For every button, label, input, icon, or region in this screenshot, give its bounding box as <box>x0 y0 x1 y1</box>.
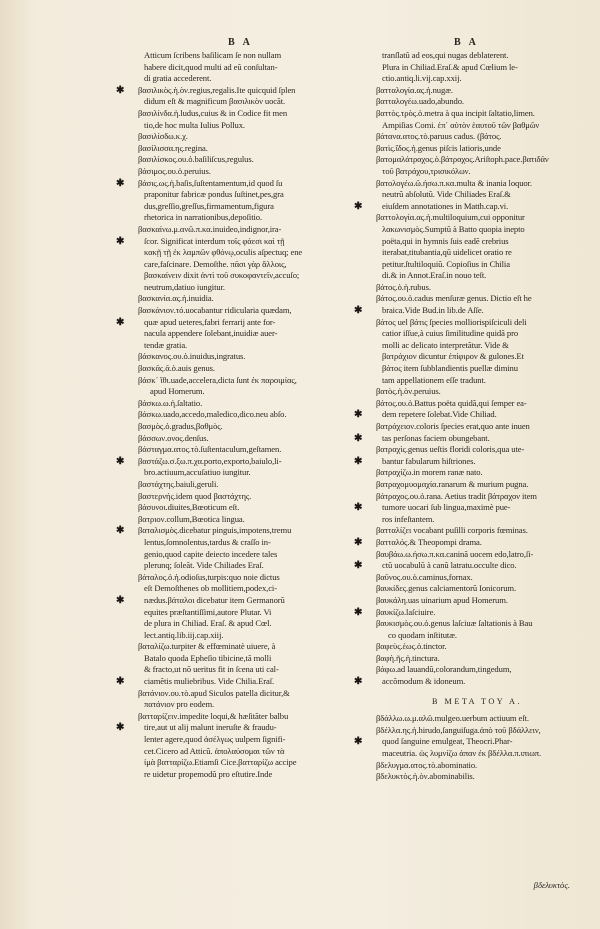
text-line <box>138 166 338 178</box>
right-column <box>354 50 578 783</box>
line-text: accõmodum & idoneum. <box>382 676 466 687</box>
line-text: habere dicit,quod multi ad eũ conſultan- <box>144 61 278 72</box>
catchword: βδελυκτὸς. <box>533 880 570 890</box>
text-line <box>376 771 578 783</box>
text-line <box>376 154 578 166</box>
line-text: tumore uocari ſub lingua,maximè pue- <box>382 502 511 513</box>
line-text: maceutria. ὡς λυμνίζω ἀπαν ἐκ βδέλλα.π.ιπιωπ. <box>382 748 542 759</box>
text-line <box>138 212 338 224</box>
line-text: care,faſcinare. Demoſthe. πᾶσι γὰρ ἄλλοις, <box>144 258 287 269</box>
line-text: βδελυκτὸς.ἡ.ὸν.abominabilis. <box>376 771 475 782</box>
text-line <box>354 200 578 213</box>
line-text: braica.Vide Bud.in lib.de Aſſe. <box>382 305 484 316</box>
text-line <box>376 189 578 201</box>
asterisk-marker-icon: ✱ <box>354 606 363 618</box>
line-text: βδελυγμα.ατος.τὸ.abominatio. <box>376 759 478 770</box>
line-text: βασκαίνω.μ.ανῶ.π.κα.inuideo,indignor,ira- <box>138 223 282 234</box>
line-text: βατραχίζω.in morem ranæ nato. <box>376 467 483 478</box>
text-line <box>354 305 578 317</box>
text-line <box>376 375 578 387</box>
text-line <box>138 572 338 584</box>
text-line <box>138 305 338 317</box>
line-text: βάτος item ſubblandientis puellæ diminu <box>382 363 518 374</box>
line-text: poëta,qui in hymnis ſuis eadẽ crebrius <box>382 235 509 246</box>
text-line <box>354 560 578 572</box>
text-line <box>376 247 578 259</box>
text-line <box>376 340 578 352</box>
line-text: plerunq; ſoleãt. Vide Chiliades Eraſ. <box>144 560 264 571</box>
text-line <box>138 270 338 282</box>
line-text: βαταλίζω.turpiter & effœminatè uiuere, à <box>138 641 276 652</box>
text-line <box>376 467 578 479</box>
line-text: βάσκω.ω.ἡ.ſaltatio. <box>138 397 203 408</box>
text-line <box>138 688 338 700</box>
line-text: equites præſtantiſſimi,autore Plutar. Vi <box>144 606 272 617</box>
text-line <box>116 722 338 734</box>
line-text: βάταλος.ὁ.ἡ.odioſus,turpis:quo noie dictus <box>138 571 280 582</box>
text-line <box>138 479 338 491</box>
text-line <box>354 606 578 619</box>
text-line <box>138 421 338 433</box>
text-line <box>376 293 578 305</box>
text-line <box>138 201 338 213</box>
line-text: βαστερνής.idem quod βαστάχτης. <box>138 490 252 501</box>
line-text: tire,aut ut alij malunt ineruſte & fraudu- <box>144 722 277 733</box>
text-line <box>138 386 338 398</box>
asterisk-marker-icon: ✱ <box>354 455 363 467</box>
line-text: re uidetur propemodũ pro eſtutire.Inde <box>144 768 273 779</box>
line-text: βατταλός.& Theopompi drama. <box>376 536 482 547</box>
line-text: βάσις.ως.ἡ.baſis,ſuſtentamentum,id quod ſu <box>138 177 283 188</box>
line-text: Atticum ſcribens baſilicam ſe non nullam <box>144 50 282 60</box>
asterisk-marker-icon: ✱ <box>116 525 125 537</box>
text-line <box>138 363 338 375</box>
text-line <box>354 432 578 445</box>
line-text: bantur fabularum hiſtriones. <box>382 455 476 466</box>
line-text: βαυκίζω.laſciuire. <box>376 606 436 617</box>
line-text: βασκᾶς.ᾶ.ὁ.auis genus. <box>138 363 215 374</box>
line-text: βατὶς.ἴδος.ἡ.genus piſcis latioris,unde <box>376 142 501 153</box>
text-line <box>376 760 578 772</box>
line-text: iterabat,titubantia,qũ uidelicet oratio re <box>382 247 512 258</box>
text-line <box>116 235 338 248</box>
left-column <box>116 50 338 780</box>
text-line <box>376 479 578 491</box>
line-text: βαστάχτης.baiuli,geruli. <box>138 478 219 489</box>
line-text: βασιλίσδω.κ.χ. <box>138 131 188 142</box>
text-line <box>138 328 338 340</box>
text-line <box>376 50 578 62</box>
line-text: bro.actiuum,accuſatiuo iungitur. <box>144 467 251 478</box>
asterisk-marker-icon: ✱ <box>354 409 363 421</box>
line-text: βατταλογέω.uado,abundo. <box>376 96 464 107</box>
asterisk-marker-icon: ✱ <box>116 84 125 96</box>
line-text: βάτος.ου.ὁ.Battus poëta quidã,qui ſemper ea- <box>376 397 527 408</box>
line-text: βασιλίσκος.ου.ὁ.baſiliſcus,regulus. <box>138 154 254 165</box>
line-text: praponitur fabricæ pondus ſuſtinet,pes,gra <box>144 189 284 200</box>
line-text: tas perſonas faciem obungebant. <box>382 432 490 443</box>
line-text: βατταρίζειν.impedite loqui,& hæſitãter balbu <box>138 710 289 721</box>
text-line <box>138 746 338 758</box>
text-line <box>376 282 578 294</box>
line-text: βάσκ᾽ ἴθι.uade,accelera,dicta ſunt ἐκ παροιμίας, <box>138 374 297 385</box>
text-line <box>376 421 578 433</box>
text-line <box>138 375 338 387</box>
line-text: di gratia accederent. <box>144 73 212 84</box>
line-text: βάσσων.ονος.denſus. <box>138 432 209 443</box>
line-text: quæ apud ueteres,fabri ferrarij ante for- <box>144 316 276 327</box>
text-line <box>376 351 578 363</box>
line-text: βασκάνιον.τό.uocabantur ridicularia quædam, <box>138 305 292 316</box>
line-text: lect.antiq.lib.iij.cap.xiij. <box>144 629 224 640</box>
line-text: neutrũ abſolutũ. Vide Chiliades Eraſ.& <box>382 189 511 200</box>
line-text: βατάνιον.ου.τὸ.apud Siculos patella dicitur,& <box>138 687 290 698</box>
text-line <box>138 583 338 595</box>
line-text: βασίλισσα.ης.regina. <box>138 142 208 153</box>
asterisk-marker-icon: ✱ <box>116 455 125 467</box>
text-line <box>116 594 338 607</box>
line-text: βάτραχος.ου.ὁ.rana. Aetius tradit βάτραχον item <box>376 490 537 501</box>
line-text: βασκαίνειν dixit ἀντὶ τοῦ συκοφαντεῖν,accuſo; <box>144 270 300 281</box>
asterisk-marker-icon: ✱ <box>354 560 363 572</box>
line-text: βατράχειον.coloris ſpecies erat,quo ante inuen <box>376 421 530 431</box>
text-line <box>354 676 578 688</box>
asterisk-marker-icon: ✱ <box>116 722 125 734</box>
text-line <box>376 62 578 74</box>
text-line <box>354 409 578 421</box>
text-line <box>376 224 578 236</box>
line-text: nædus.βάταλοι dicebatur item Germanorũ <box>144 594 285 605</box>
asterisk-marker-icon: ✱ <box>354 305 363 317</box>
line-text: ſcor. Significat interdum τοῖς φάεσι καὶ τῇ <box>144 235 285 246</box>
line-text: Ampiſias Comi. ἐπ᾽ αὐτὸν ἑαυτοῦ τῶν βαθμῶν <box>382 119 540 130</box>
line-text: nacula appendere ſolebant,inuidiæ auer- <box>144 328 278 339</box>
text-line <box>376 363 578 375</box>
text-line <box>138 641 338 653</box>
line-text: tam appellationem eſſe tradunt. <box>382 374 486 385</box>
text-line <box>138 491 338 503</box>
line-text: rhetorica in narrationibus,depoſitio. <box>144 212 263 223</box>
line-text: dem repetere ſolebat.Vide Chiliad. <box>382 409 497 420</box>
line-text: βατριον.collum,Bœotica lingua. <box>138 513 245 524</box>
line-text: ctio.antiq.li.vij.cap.xxij. <box>382 73 462 84</box>
text-line <box>138 189 338 201</box>
text-line <box>138 467 338 479</box>
text-line <box>138 282 338 294</box>
text-line <box>376 328 578 340</box>
text-line <box>138 769 338 781</box>
text-line <box>376 108 578 120</box>
asterisk-marker-icon: ✱ <box>354 536 363 548</box>
text-line <box>116 455 338 468</box>
line-text: βατταλίζει vocabant puſilli corporis fœminas. <box>376 525 528 536</box>
asterisk-marker-icon: ✱ <box>354 502 363 514</box>
text-line <box>138 293 338 305</box>
line-text: ros infeſtantem. <box>382 513 435 524</box>
line-text: βαυκίδες.genus calciamentorũ Ionicorum. <box>376 583 517 594</box>
line-text: βαῦνος.ου.ὁ.caminus,fornax. <box>376 571 473 582</box>
line-text: βαταλισμὸς.dicebatur pinguis,impotens,tremu <box>138 525 292 536</box>
text-line <box>116 676 338 688</box>
line-text: βατραχὶς.genus ueſtis floridi coloris,qua ute- <box>376 444 525 455</box>
asterisk-marker-icon: ✱ <box>116 316 125 328</box>
text-line <box>138 630 338 642</box>
line-text: βαφεὺς.έως.ὁ.tinctor. <box>376 641 447 652</box>
text-line <box>138 433 338 445</box>
text-line <box>138 618 338 630</box>
line-text: didum eſt & magnificum βασιλικὸν uocãt. <box>144 96 286 107</box>
text-line <box>138 711 338 723</box>
text-line <box>376 212 578 224</box>
line-text: βαττολογία.ας.ἡ.multiloquium,cui opponitur <box>376 212 525 223</box>
text-line <box>376 713 578 725</box>
line-text: βατολογέω.ῶ.ήσω.π.κα.multa & inania loquor. <box>376 177 532 188</box>
text-line <box>138 607 338 619</box>
text-line <box>138 96 338 108</box>
text-line <box>138 108 338 120</box>
line-text: βάτανα.ατος.τὸ.paruus cadus. (βάτος. <box>376 131 502 142</box>
line-text: lenter agere,quod ἀσέλγως uulpem ſignifi- <box>144 734 286 745</box>
text-line <box>376 85 578 97</box>
line-text: co quodam inſtitutæ. <box>388 629 457 640</box>
text-line <box>138 154 338 166</box>
text-line <box>354 502 578 514</box>
text-line <box>376 96 578 108</box>
line-text: βαφὴ.ῆς.ἡ.tinctura. <box>376 652 440 663</box>
text-line <box>376 398 578 410</box>
line-text: βατομαλάτραχος.ὁ.βάτραχος.Ariſtoph.pace.βατιδᾶν <box>376 154 549 165</box>
text-line <box>354 536 578 549</box>
text-line <box>138 664 338 676</box>
text-line <box>138 247 338 259</box>
line-text: neutrum,datiuo iungitur. <box>144 281 225 292</box>
text-line <box>138 398 338 410</box>
running-head-left: B A <box>228 37 253 48</box>
line-text: τοῦ βατράχου,τρισικόλων. <box>382 165 471 176</box>
text-line <box>376 748 578 760</box>
line-text: βάσκω.uado,accedo,maledico,dico.neu abſo. <box>138 409 287 420</box>
text-line <box>138 514 338 526</box>
text-line <box>116 316 338 329</box>
text-line <box>138 549 338 561</box>
asterisk-marker-icon: ✱ <box>116 594 125 606</box>
text-line <box>138 340 338 352</box>
asterisk-marker-icon: ✱ <box>116 676 125 688</box>
text-line <box>138 224 338 236</box>
text-line <box>376 618 578 630</box>
text-line <box>376 572 578 584</box>
text-line <box>376 630 578 642</box>
line-text: βαυκισμὸς.ου.ὁ.genus laſciuæ ſaltationis à Bau <box>376 618 533 629</box>
line-text: Plura in Chiliad.Eraſ.& apud Cœlium le- <box>382 61 518 72</box>
line-text: tranſlatũ ad eos,qui nugas deblaterent. <box>382 50 509 60</box>
text-line <box>138 143 338 155</box>
line-text: βατὸς.ἡ.ὸν.peruius. <box>376 386 441 397</box>
line-text: βατραχομυομαχία.ranarum & murium pugna. <box>376 478 529 489</box>
text-line <box>376 131 578 143</box>
line-text: πατάνιον pro eodem. <box>144 699 215 710</box>
line-text: βάτος.ὁ.ἡ.rubus. <box>376 281 431 292</box>
text-line <box>138 653 338 665</box>
running-head-right: B A <box>454 37 479 48</box>
text-line <box>354 736 578 748</box>
line-text: dus,greſſio,greſſus,firmamentum,figura <box>144 200 274 211</box>
line-text: tio,de hoc multa Iulius Pollux. <box>144 119 245 130</box>
text-line <box>376 270 578 282</box>
line-text: λακωνισμὸς.Sumptũ à Batto quopia inepto <box>382 223 525 234</box>
line-text: ciamẽtis muliebribus. Vide Chilia.Eraſ. <box>144 676 275 687</box>
line-text: βάσταγμα.ατος.τὸ.ſuſtentaculum,geſtamen. <box>138 444 282 455</box>
line-text: βάφω.ad lauandũ,colorandum,tingedum, <box>376 664 512 675</box>
text-line <box>138 120 338 132</box>
text-line <box>138 50 338 62</box>
line-text: βασμὸς.ὁ.gradus,βαθμὸς. <box>138 421 223 431</box>
line-text: βάσιμος.ου.ὁ.peruius. <box>138 165 211 176</box>
line-text: apud Homerum. <box>150 386 205 397</box>
text-line <box>138 259 338 271</box>
text-line <box>376 491 578 503</box>
text-line <box>138 560 338 572</box>
text-line <box>138 699 338 711</box>
line-text: lentus,ſomnolentus,tardus & craſſo in- <box>144 536 271 547</box>
text-line <box>376 259 578 271</box>
text-line <box>376 143 578 155</box>
line-text: κακῇ τῇ ἐκ λαμπῶν φθόνῳ,oculis aſpectuq; ene <box>144 247 303 258</box>
asterisk-marker-icon: ✱ <box>354 200 363 212</box>
text-line <box>376 664 578 676</box>
asterisk-marker-icon: ✱ <box>116 177 125 189</box>
text-line <box>376 236 578 248</box>
text-line <box>376 595 578 607</box>
text-line <box>116 177 338 190</box>
text-line <box>376 386 578 398</box>
text-line <box>376 166 578 178</box>
line-text: tendæ gratia. <box>144 339 188 350</box>
text-line <box>138 131 338 143</box>
line-text: βάσυνοι.diuites,Bœoticum eſt. <box>138 502 240 513</box>
text-line <box>138 537 338 549</box>
line-text: βάσκανος.ου.ὁ.inuidus,ingratus. <box>138 351 246 362</box>
line-text: di.& in Annot.Eraſ.in nouo teſt. <box>382 270 487 281</box>
line-text: molli ac delicato interpretãtur. Vide & <box>382 339 509 350</box>
line-text: βάτος.ου.ὁ.cadus menſuræ genus. Dictio eſt he <box>376 293 532 304</box>
text-line <box>376 641 578 653</box>
text-line <box>116 525 338 537</box>
text-line <box>376 514 578 526</box>
line-text: βαττὸς.τρὸς.ὁ.metra à qua incipit ſaltatio,limen. <box>376 107 535 118</box>
line-text: quod ſanguine emulgeat, Theocri.Phar- <box>382 736 513 747</box>
line-text: βάτος uel βάτις ſpecies molliorispiſciculi deli <box>376 316 527 327</box>
text-line <box>376 444 578 456</box>
text-line <box>376 120 578 132</box>
line-text: βαυκάλη.uas uinarium apud Homerum. <box>376 594 508 605</box>
line-text: Batalo quoda Epheſio tibicine,tã molli <box>144 652 272 663</box>
line-text: βαυβάω.ω.ήσω.π.κα.caninã uocem edo,latro,ſi- <box>376 548 534 559</box>
text-line <box>376 525 578 537</box>
asterisk-marker-icon: ✱ <box>116 235 125 247</box>
line-text: βασιλικὸς.ἡ.ὸν.regius,regalis.Ite quicquid ſplen <box>138 84 296 95</box>
asterisk-marker-icon: ✱ <box>354 432 363 444</box>
text-line <box>376 178 578 190</box>
text-line <box>376 549 578 561</box>
text-line <box>376 725 578 737</box>
text-line <box>376 653 578 665</box>
line-text: ἰμὰ βατταρίζω.Etiamſi Cice.βατταρίζω accipe <box>144 757 297 768</box>
asterisk-marker-icon: ✱ <box>354 736 363 748</box>
line-text: βασιλίνδα.ἡ.ludus,cuius & in Codice fit men <box>138 107 288 118</box>
line-text: βδάλλω.ω.μ.αλῶ.mulgeo.uerbum actiuum eſt. <box>376 713 529 724</box>
line-text: petitur.ſtultiloquiũ. Copioſius in Chilia <box>382 258 510 269</box>
text-line <box>116 84 338 97</box>
line-text: catior iſſue,à cuius ſimilitudine quidã pro <box>382 328 519 339</box>
text-line <box>376 317 578 329</box>
text-line <box>376 73 578 85</box>
line-text: βαστάζω.σ.ξω.π.χα.porto,exporto,baiulo,li- <box>138 455 282 466</box>
section-heading: B META TOY A. <box>432 696 522 706</box>
line-text: & fracto,ut nõ ueritus fit in ſcena uti cal- <box>144 664 279 675</box>
text-line <box>138 734 338 746</box>
text-line <box>138 62 338 74</box>
line-text: eſt Demoſthenes ob mollitiem,podex,ci- <box>144 583 277 594</box>
text-line <box>138 351 338 363</box>
text-line <box>138 409 338 421</box>
line-text: βατράχιον dicuntur ἐπίφιρον & gulones.Et <box>382 351 524 362</box>
line-text: βδέλλα.ης.ἡ.hirudo,ſanguiſuga.ἀπὸ τοῦ βδάλλειν, <box>376 724 541 735</box>
text-line <box>138 502 338 514</box>
line-text: de plura in Chiliad. Eraſ. & apud Cœl. <box>144 618 272 629</box>
text-line <box>376 583 578 595</box>
asterisk-marker-icon: ✱ <box>354 676 363 688</box>
line-text: eiuſdem annotationes in Matth.cap.vi. <box>382 200 509 211</box>
line-text: βασκανία.ας.ἡ.inuidia. <box>138 293 214 304</box>
line-text: cet.Cicero ad Atticũ. ἀπολαύσομαι τῶν τὰ <box>144 745 285 756</box>
text-line <box>138 444 338 456</box>
line-text: ctũ uocabulũ à canũ latratu.occulte dico. <box>382 560 517 571</box>
text-line <box>138 73 338 85</box>
text-line <box>354 455 578 468</box>
text-line <box>138 757 338 769</box>
line-text: genio,quod capite deiecto incedere tales <box>144 548 278 559</box>
line-text: βατταλογία.ας.ἡ.nugæ. <box>376 84 453 95</box>
